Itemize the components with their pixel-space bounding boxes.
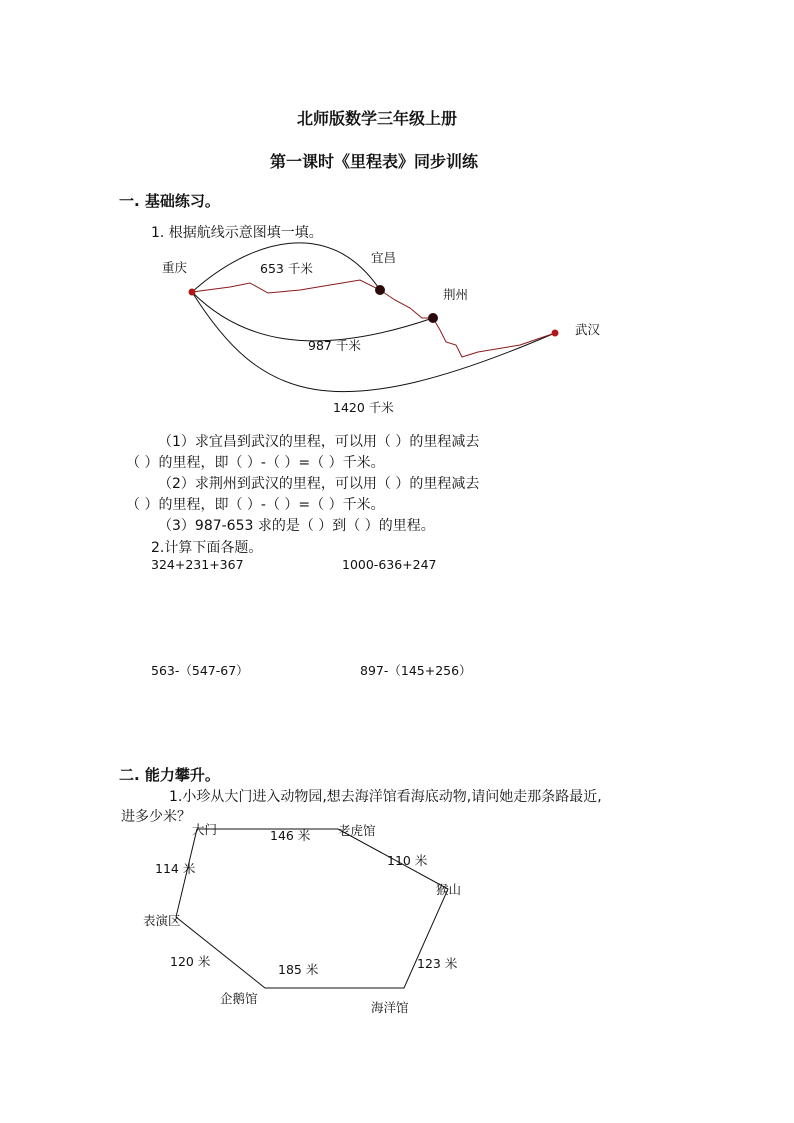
river-route <box>192 280 555 357</box>
calc-expression: 563-（547-67） <box>151 663 249 678</box>
city-dot-jingzhou <box>428 313 438 323</box>
question-1-line: （ ）的里程，即（ ）-（ ）=（ ）千米。 <box>126 497 385 513</box>
place-label: 大门 <box>192 822 218 837</box>
calc-expression: 324+231+367 <box>151 557 244 572</box>
question-1-line: （2）求荆州到武汉的里程，可以用（ ）的里程减去 <box>158 476 480 492</box>
calc-expression: 1000-636+247 <box>342 557 437 572</box>
question-1-prompt: 1. 根据航线示意图填一填。 <box>151 225 323 241</box>
section-heading-advanced: 二. 能力攀升。 <box>119 766 220 784</box>
city-label: 荆州 <box>443 287 469 302</box>
place-label: 猴山 <box>436 882 462 897</box>
distance-label: 653 千米 <box>260 261 313 276</box>
lesson-title: 第一课时《里程表》同步训练 <box>270 152 479 171</box>
place-label: 老虎馆 <box>338 823 376 838</box>
distance-label: 120 米 <box>170 954 211 969</box>
city-label: 宜昌 <box>371 250 397 265</box>
calc-expression: 897-（145+256） <box>360 663 472 678</box>
question-1-line: （ ）的里程，即（ ）-（ ）=（ ）千米。 <box>126 455 385 471</box>
city-dot-chongqing <box>189 289 196 296</box>
page-title: 北师版数学三年级上册 <box>297 109 458 128</box>
distance-label: 110 米 <box>387 853 428 868</box>
distance-label: 185 米 <box>278 962 319 977</box>
question-1-line: （3）987-653 求的是（ ）到（ ）的里程。 <box>158 518 435 534</box>
place-label: 表演区 <box>143 913 181 928</box>
distance-label: 1420 千米 <box>333 400 394 415</box>
city-dot-wuhan <box>552 330 559 337</box>
arc-chongqing-jingzhou <box>192 292 433 341</box>
question-2-prompt: 2.计算下面各题。 <box>151 540 263 556</box>
city-label: 武汉 <box>575 322 601 337</box>
place-label: 企鹅馆 <box>220 991 258 1006</box>
distance-label: 146 米 <box>270 828 311 843</box>
question-3-line-2: 进多少米？ <box>121 809 191 825</box>
distance-label: 987 千米 <box>308 338 361 353</box>
place-label: 海洋馆 <box>371 1000 409 1015</box>
question-3-line-1: 1.小珍从大门进入动物园,想去海洋馆看海底动物,请问她走那条路最近, <box>169 789 602 805</box>
arc-chongqing-wuhan <box>192 292 555 392</box>
question-1-line: （1）求宜昌到武汉的里程，可以用（ ）的里程减去 <box>158 434 480 450</box>
distance-label: 114 米 <box>155 861 196 876</box>
section-heading-basic: 一. 基础练习。 <box>119 192 220 210</box>
city-dot-yichang <box>375 285 385 295</box>
city-label: 重庆 <box>162 260 188 275</box>
distance-label: 123 米 <box>417 956 458 971</box>
